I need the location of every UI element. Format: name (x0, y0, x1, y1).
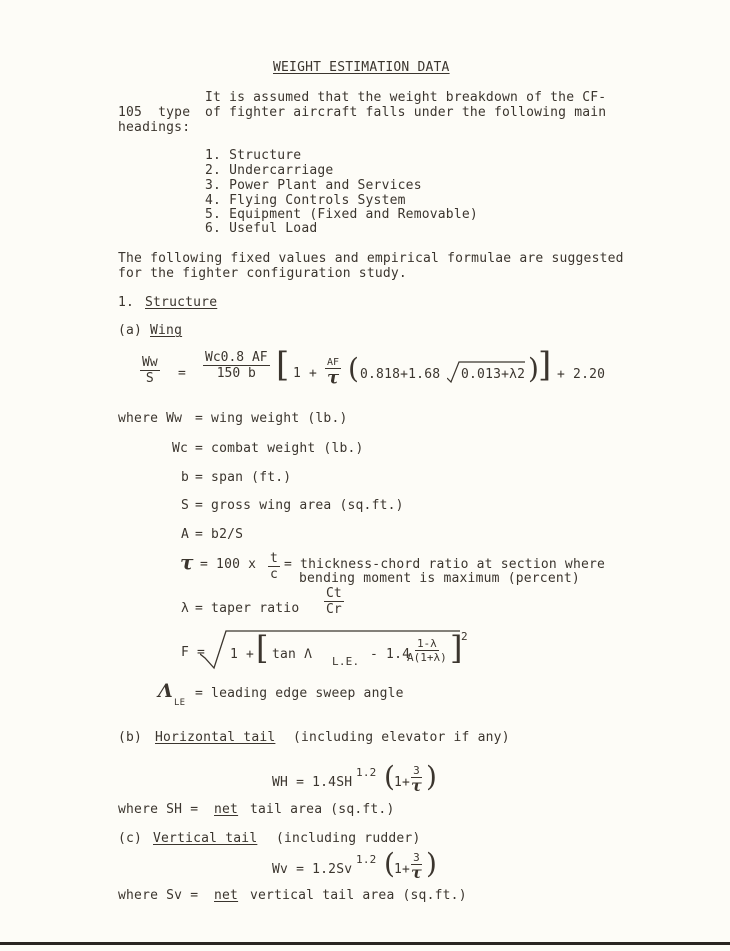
heading-item: 6. Useful Load (205, 221, 318, 236)
wing-coef-fraction (203, 350, 270, 381)
tau-text: = thickness-chord ratio at section where (284, 557, 606, 572)
horizontal-frac-num: 3 (413, 764, 420, 777)
f-exponent: 2 (461, 630, 468, 643)
intro-line-3: headings: (118, 120, 191, 135)
tau-symbol: τ (180, 550, 194, 574)
def-sym: b (181, 470, 190, 485)
tau-frac-den: c (270, 567, 278, 582)
horizontal-where-net: net (214, 802, 239, 817)
wing-coef-den: 150 b (216, 366, 256, 381)
vertical-where-text: vertical tail area (sq.ft.) (250, 888, 467, 903)
horizontal-where-sym: where SH = (118, 802, 199, 817)
horizontal-fraction (411, 765, 422, 794)
wing-close-paren: ) (528, 352, 539, 385)
horizontal-paren-term: 1+ (394, 775, 411, 790)
lambda-text: = taper ratio (195, 601, 300, 616)
lambda-symbol: λ (181, 601, 190, 616)
vertical-formula-lhs: Wv = 1.2Sv (272, 862, 353, 877)
f-open-bracket: [ (256, 629, 269, 667)
wing-af-den: τ (326, 367, 340, 388)
vertical-where-net: net (214, 888, 239, 903)
horizontal-close-paren: ) (426, 760, 437, 793)
tau-frac-num: t (270, 551, 278, 566)
horizontal-frac-den: τ (411, 776, 422, 795)
intro-line-2b: of fighter aircraft falls under the following main (205, 105, 607, 120)
heading-item: 4. Flying Controls System (205, 193, 406, 208)
wing-one-plus: 1 + (293, 366, 318, 381)
f-minus: - 1.4 (370, 647, 411, 662)
wing-open-bracket: [ (276, 345, 290, 385)
wing-af-num: AF (327, 357, 340, 368)
def-sym: S (181, 498, 190, 513)
tau-pre: = 100 x (200, 557, 257, 572)
def-sym: where Ww (118, 411, 183, 426)
def-text: = span (ft.) (195, 470, 292, 485)
horizontal-formula-lhs: WH = 1.4SH (272, 775, 353, 790)
vertical-where-sym: where Sv = (118, 888, 199, 903)
vertical-paren-term: 1+ (394, 862, 411, 877)
lambda-frac-num: Ct (326, 586, 342, 601)
wing-af-fraction (325, 357, 341, 387)
f-frac-num: 1-λ (416, 637, 437, 650)
wing-coef-num: Wc0.8 AF (205, 350, 268, 365)
def-text: = wing weight (lb.) (195, 411, 348, 426)
wing-lhs-den: S (145, 371, 154, 386)
vertical-frac-num: 3 (413, 851, 420, 864)
f-inside: 1 + (230, 647, 255, 662)
wing-close-bracket: ] (538, 345, 552, 385)
heading-item: 3. Power Plant and Services (205, 178, 422, 193)
sweep-symbol: Λ (158, 680, 173, 702)
para-line-2: for the fighter configuration study. (118, 266, 407, 281)
wing-root-value: 0.013+λ2 (461, 367, 526, 382)
wing-equals: = (178, 366, 187, 381)
wing-lhs-fraction (140, 355, 160, 386)
f-tan: tan Λ (272, 647, 313, 662)
sweep-sub: LE (174, 698, 186, 708)
section-number: 1. (118, 295, 135, 310)
heading-item: 5. Equipment (Fixed and Removable) (205, 207, 478, 222)
section-heading-structure: Structure (145, 295, 218, 310)
horizontal-exponent: 1.2 (356, 766, 377, 779)
vertical-close-paren: ) (426, 847, 437, 880)
lambda-fraction (324, 586, 344, 617)
horizontal-heading: Horizontal tail (155, 730, 276, 745)
sweep-text: = leading edge sweep angle (195, 686, 404, 701)
tau-fraction (268, 551, 280, 582)
page-bottom-edge (0, 942, 730, 945)
horizontal-suffix: (including elevator if any) (293, 730, 510, 745)
def-sym: A (181, 527, 190, 542)
wing-inner-terms: 0.818+1.68 (360, 367, 441, 382)
vertical-fraction (411, 852, 422, 881)
wing-open-paren: ( (348, 352, 359, 385)
page-title: WEIGHT ESTIMATION DATA (273, 60, 450, 75)
tau-text-2: bending moment is maximum (percent) (299, 571, 580, 586)
f-lhs: F = (181, 645, 206, 660)
def-text: = b2/S (195, 527, 244, 542)
f-tan-sub: L.E. (332, 655, 360, 668)
heading-item: 2. Undercarriage (205, 163, 334, 178)
heading-item: 1. Structure (205, 148, 302, 163)
horizontal-prefix: (b) (118, 730, 143, 745)
vertical-prefix: (c) (118, 831, 143, 846)
para-line-1: The following fixed values and empirical formulae are suggested (118, 251, 624, 266)
horizontal-open-paren: ( (384, 760, 395, 793)
wing-heading: Wing (150, 323, 183, 338)
f-fraction (407, 637, 447, 664)
intro-line-2a: 105 type (118, 105, 191, 120)
def-text: = gross wing area (sq.ft.) (195, 498, 404, 513)
wing-lhs-num: Ww (142, 355, 158, 370)
wing-tail-term: + 2.20 (557, 367, 606, 382)
f-close-bracket: ] (450, 629, 463, 667)
intro-line-1: It is assumed that the weight breakdown of the CF- (205, 90, 607, 105)
vertical-suffix: (including rudder) (276, 831, 421, 846)
vertical-open-paren: ( (384, 847, 395, 880)
horizontal-where-text: tail area (sq.ft.) (250, 802, 395, 817)
lambda-frac-den: Cr (326, 602, 342, 617)
vertical-frac-den: τ (411, 863, 422, 882)
def-sym: Wc (172, 441, 189, 456)
wing-prefix: (a) (118, 323, 143, 338)
f-frac-den: A(1+λ) (407, 651, 447, 664)
vertical-heading: Vertical tail (153, 831, 258, 846)
def-text: = combat weight (lb.) (195, 441, 364, 456)
vertical-exponent: 1.2 (356, 853, 377, 866)
